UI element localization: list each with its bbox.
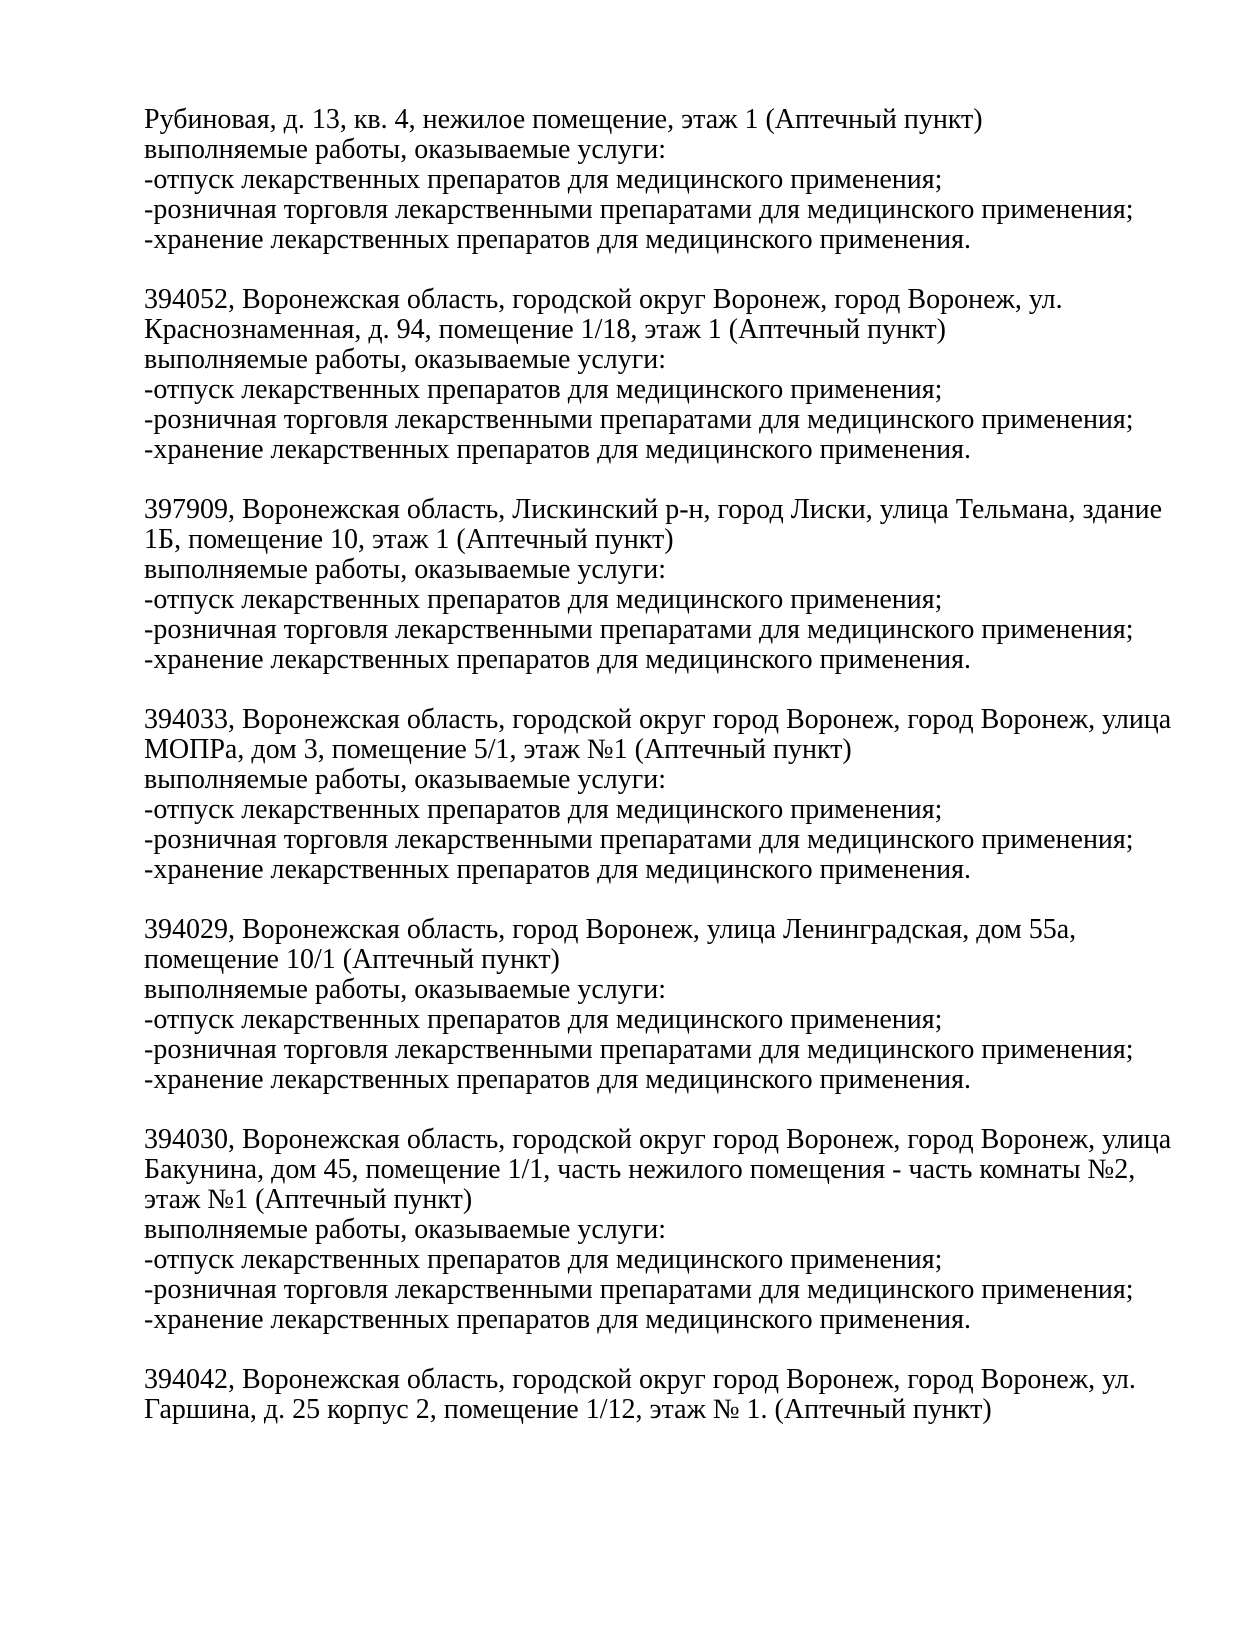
service-line: -хранение лекарственных препаратов для медицинского применения. (144, 854, 971, 885)
services-list (144, 1245, 1180, 1335)
location-address: 394029, Воронежская область, город Воронеж, улица Ленинградская, дом 55а, помещение 10/1 (Аптечный пункт) (144, 914, 1077, 975)
service-line: -отпуск лекарственных препаратов для медицинского применения; (144, 1004, 943, 1035)
service-line: -отпуск лекарственных препаратов для медицинского применения; (144, 1244, 943, 1275)
location-address: 397909, Воронежская область, Лискинский р-н, город Лиски, улица Тельмана, здание 1Б, помещение 10, этаж 1 (Аптечный пункт) (144, 494, 1163, 555)
works-services-header: выполняемые работы, оказываемые услуги: (144, 134, 667, 165)
service-line: -розничная торговля лекарственными препаратами для медицинского применения; (144, 614, 1134, 645)
location-address: Рубиновая, д. 13, кв. 4, нежилое помещение, этаж 1 (Аптечный пункт) (144, 104, 983, 135)
service-line: -отпуск лекарственных препаратов для медицинского применения; (144, 164, 943, 195)
services-list (144, 165, 1180, 255)
location-address: 394033, Воронежская область, городской округ город Воронеж, город Воронеж, улица МОПРа, дом 3, помещение 5/1, этаж №1 (Аптечный пункт) (144, 704, 1172, 765)
works-services-header: выполняемые работы, оказываемые услуги: (144, 344, 667, 375)
works-services-header: выполняемые работы, оказываемые услуги: (144, 554, 667, 585)
service-line: -розничная торговля лекарственными препаратами для медицинского применения; (144, 194, 1134, 225)
pharmacy-location-entry (144, 495, 1180, 675)
works-services-header: выполняемые работы, оказываемые услуги: (144, 764, 667, 795)
pharmacy-location-entry (144, 105, 1180, 255)
location-address: 394052, Воронежская область, городской округ Воронеж, город Воронеж, ул. Краснознаменная, д. 94, помещение 1/18, этаж 1 (Аптечный пункт) (144, 284, 1063, 345)
location-address: 394030, Воронежская область, городской округ город Воронеж, город Воронеж, улица Бакунина, дом 45, помещение 1/1, часть нежилого помещения - часть комнаты №2, этаж №1 (Аптечный пункт) (144, 1124, 1172, 1215)
service-line: -отпуск лекарственных препаратов для медицинского применения; (144, 374, 943, 405)
location-address: 394042, Воронежская область, городской округ город Воронеж, город Воронеж, ул. Гаршина, д. 25 корпус 2, помещение 1/12, этаж № 1. (Аптечный пункт) (144, 1364, 1136, 1425)
service-line: -отпуск лекарственных препаратов для медицинского применения; (144, 794, 943, 825)
pharmacy-location-entry (144, 1365, 1180, 1425)
services-list (144, 795, 1180, 885)
service-line: -розничная торговля лекарственными препаратами для медицинского применения; (144, 824, 1134, 855)
service-line: -хранение лекарственных препаратов для медицинского применения. (144, 434, 971, 465)
services-list (144, 1005, 1180, 1095)
services-list (144, 375, 1180, 465)
service-line: -хранение лекарственных препаратов для медицинского применения. (144, 1304, 971, 1335)
service-line: -хранение лекарственных препаратов для медицинского применения. (144, 644, 971, 675)
service-line: -розничная торговля лекарственными препаратами для медицинского применения; (144, 404, 1134, 435)
pharmacy-location-entry (144, 1125, 1180, 1335)
service-line: -хранение лекарственных препаратов для медицинского применения. (144, 224, 971, 255)
pharmacy-location-entry (144, 705, 1180, 885)
services-list (144, 585, 1180, 675)
service-line: -отпуск лекарственных препаратов для медицинского применения; (144, 584, 943, 615)
pharmacy-location-entry (144, 915, 1180, 1095)
service-line: -розничная торговля лекарственными препаратами для медицинского применения; (144, 1034, 1134, 1065)
pharmacy-location-entry (144, 285, 1180, 465)
service-line: -розничная торговля лекарственными препаратами для медицинского применения; (144, 1274, 1134, 1305)
license-document-page (144, 105, 1180, 1425)
works-services-header: выполняемые работы, оказываемые услуги: (144, 1214, 667, 1245)
pharmacy-locations-list (144, 105, 1180, 1425)
service-line: -хранение лекарственных препаратов для медицинского применения. (144, 1064, 971, 1095)
works-services-header: выполняемые работы, оказываемые услуги: (144, 974, 667, 1005)
